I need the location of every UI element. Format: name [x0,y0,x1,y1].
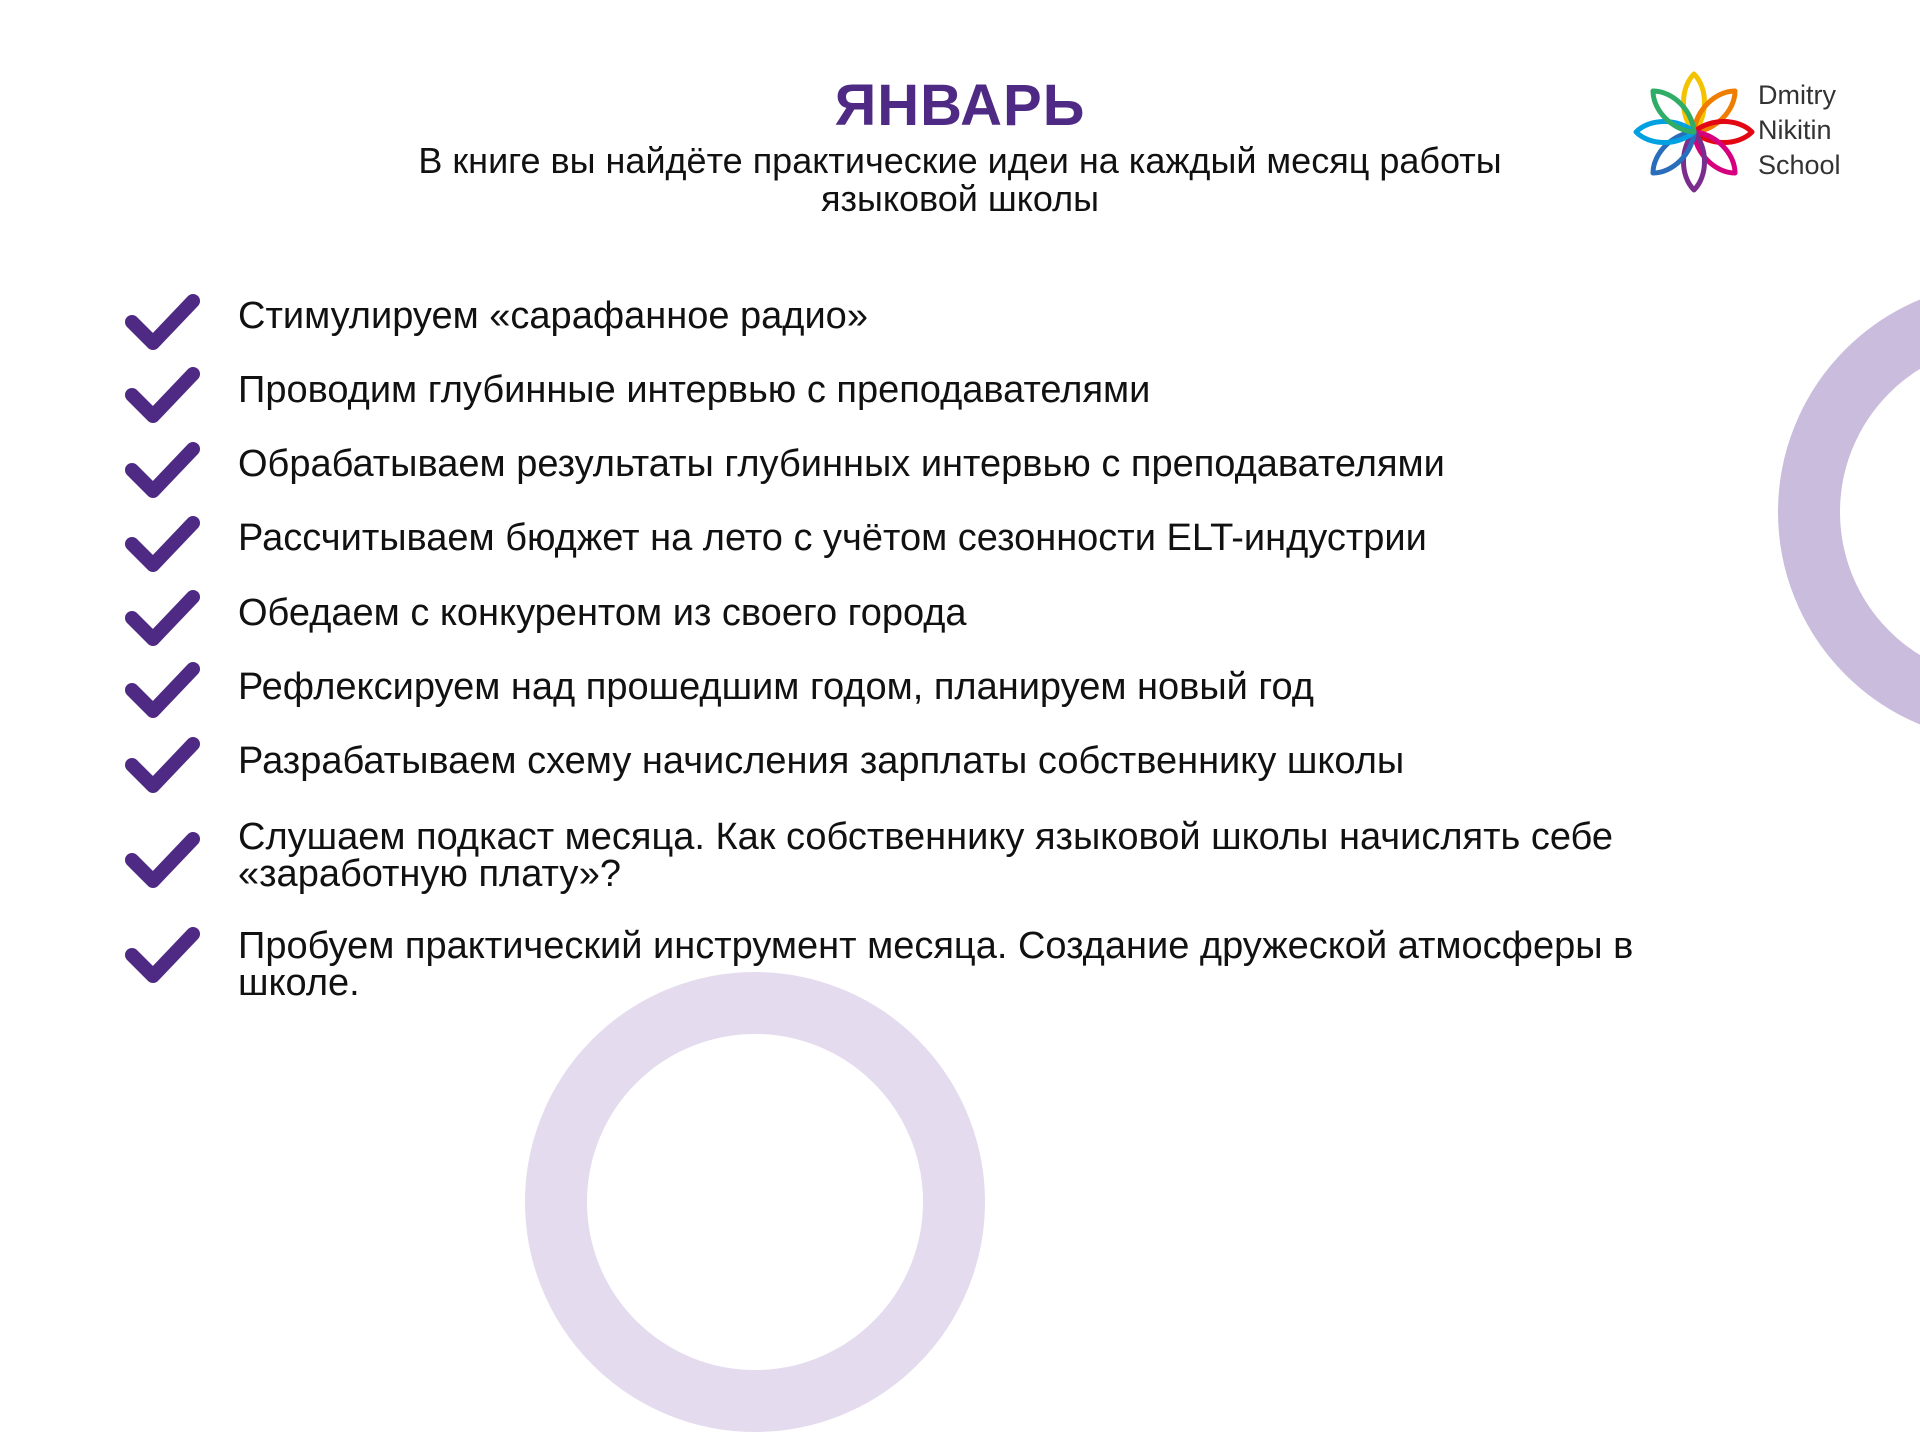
check-icon [124,292,200,352]
checklist-item-text: Стимулируем «сарафанное радио» [238,295,868,337]
decorative-ring-right [1778,282,1920,742]
checklist-item [124,735,1764,815]
slide-title: ЯНВАРЬ [834,73,1086,138]
checklist-item-text: Рефлексируем над прошедшим годом, планируем новый год [238,666,1314,708]
checklist-item-text: Проводим глубинные интервью с преподавателями [238,369,1151,411]
checklist-item [124,365,1764,445]
checklist-item [124,588,1764,668]
checklist-item-text: Обедаем с конкурентом из своего города [238,592,967,634]
checklist-item-text: Слушаем подкаст месяца. Как собственнику языковой школы начислять себе «заработную плату»? [238,816,1614,895]
checklist-item [124,514,1764,594]
checklist-item-text: Обрабатываем результаты глубинных интервью с преподавателями [238,443,1445,485]
checklist [124,0,1764,1080]
checklist-item [124,816,1764,910]
checklist-item [124,925,1764,1005]
check-icon [124,735,200,795]
check-icon [124,514,200,574]
check-icon [124,830,200,890]
checklist-item-text: Рассчитываем бюджет на лето с учётом сезонности ELT-индустрии [238,517,1427,559]
check-icon [124,588,200,648]
logo-line-2: Nikitin [1758,115,1832,145]
check-icon [124,925,200,985]
logo-text [1758,78,1841,183]
checklist-item-text: Разрабатываем схему начисления зарплаты собственнику школы [238,740,1405,782]
checklist-item [124,292,1764,372]
check-icon [124,365,200,425]
checklist-item-text: Пробуем практический инструмент месяца. Создание дружеской атмосферы в школе. [238,925,1634,1004]
check-icon [124,440,200,500]
checklist-item [124,660,1764,740]
logo-line-3: School [1758,150,1841,180]
slide-subtitle: В книге вы найдёте практические идеи на каждый месяц работы языковой школы [418,140,1502,219]
checklist-item [124,440,1764,520]
check-icon [124,660,200,720]
logo-line-1: Dmitry [1758,80,1836,110]
